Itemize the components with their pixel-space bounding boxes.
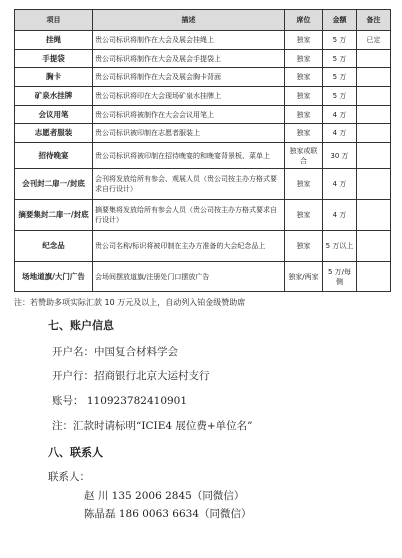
table-row <box>15 200 391 231</box>
row-description: 会场间摆放道旗/注册处门口摆放广告 <box>93 262 285 292</box>
sponsorship-table <box>14 9 391 292</box>
row-amount: 4 万 <box>323 124 357 143</box>
row-item: 挂绳 <box>15 31 93 50</box>
row-amount: 4 万 <box>323 106 357 124</box>
contact-label: 联系人： <box>48 471 90 483</box>
row-description: 贵公司标识被印制在志愿者服装上 <box>93 124 285 143</box>
header-amount: 金额 <box>323 10 357 31</box>
row-description: 贵公司标识将制作在大会及展会胸卡背面 <box>93 68 285 87</box>
row-amount: 30 万 <box>323 143 357 169</box>
table-row <box>15 87 391 106</box>
table-header-row <box>15 10 391 31</box>
table-row <box>15 262 391 292</box>
row-seat: 独家 <box>285 106 323 124</box>
row-note <box>357 143 391 169</box>
account-bank: 开户行：招商银行北京大运村支行 <box>52 370 210 382</box>
table-row <box>15 124 391 143</box>
header-item: 项目 <box>15 10 93 31</box>
header-description: 描述 <box>93 10 285 31</box>
table-row <box>15 31 391 50</box>
row-item: 会刊封二扉一/封底 <box>15 169 93 200</box>
row-seat: 独家 <box>285 50 323 68</box>
header-seat: 席位 <box>285 10 323 31</box>
row-note <box>357 87 391 106</box>
row-note <box>357 68 391 87</box>
row-seat: 独家 <box>285 87 323 106</box>
row-note <box>357 200 391 231</box>
row-note <box>357 231 391 262</box>
row-item: 摘要集封二扉一/封底 <box>15 200 93 231</box>
row-item: 矿泉水挂牌 <box>15 87 93 106</box>
row-seat: 独家 <box>285 200 323 231</box>
table-row <box>15 106 391 124</box>
row-amount: 5 万 <box>323 87 357 106</box>
row-note <box>357 50 391 68</box>
account-remark: 注：汇款时请标明“ICIE4 展位费+单位名” <box>52 420 253 432</box>
contact-heading: 八、联系人 <box>48 446 103 459</box>
header-note: 备注 <box>357 10 391 31</box>
row-amount: 5 万以上 <box>323 231 357 262</box>
row-amount: 5 万 <box>323 68 357 87</box>
contact-person: 赵 川 135 2006 2845（同微信） <box>84 490 245 502</box>
row-note <box>357 106 391 124</box>
row-seat: 独家 <box>285 31 323 50</box>
row-description: 贵公司标识将被印制在招待晚宴的和晚宴背景板、菜单上 <box>93 143 285 169</box>
row-seat: 独家 <box>285 124 323 143</box>
table-row <box>15 169 391 200</box>
row-seat: 独家或联合 <box>285 143 323 169</box>
row-item: 场地道旗/大门广告 <box>15 262 93 292</box>
row-item: 胸卡 <box>15 68 93 87</box>
row-seat: 独家 <box>285 169 323 200</box>
row-item: 手提袋 <box>15 50 93 68</box>
contact-person: 陈晶磊 186 0063 6634（同微信） <box>84 508 252 520</box>
row-seat: 独家 <box>285 231 323 262</box>
row-seat: 独家 <box>285 68 323 87</box>
row-amount: 4 万 <box>323 169 357 200</box>
sponsorship-note: 注：若赞助多项实际汇款 10 万元及以上，自动列入铂金级赞助席 <box>14 298 246 307</box>
table-row <box>15 231 391 262</box>
row-description: 摘要集将发放给所有参会人员（贵公司按主办方格式要求自行设计） <box>93 200 285 231</box>
row-description: 贵公司标识将被制作在大会会议用笔上 <box>93 106 285 124</box>
row-description: 贵公司标识将制作在大会及展会挂绳上 <box>93 31 285 50</box>
row-amount: 4 万 <box>323 200 357 231</box>
row-item: 会议用笔 <box>15 106 93 124</box>
account-heading: 七、账户信息 <box>48 319 114 332</box>
row-amount: 5 万/每侧 <box>323 262 357 292</box>
row-description: 会刊将发放给所有参会、观展人员（贵公司按主办方格式要求自行设计） <box>93 169 285 200</box>
table-row <box>15 143 391 169</box>
row-amount: 5 万 <box>323 31 357 50</box>
row-description: 贵公司标识将制作在大会及展会手提袋上 <box>93 50 285 68</box>
table-row <box>15 50 391 68</box>
table-row <box>15 68 391 87</box>
row-seat: 独家/两家 <box>285 262 323 292</box>
row-item: 志愿者服装 <box>15 124 93 143</box>
account-holder: 开户名：中国复合材料学会 <box>52 346 178 358</box>
row-note <box>357 124 391 143</box>
row-item: 招待晚宴 <box>15 143 93 169</box>
row-note: 已定 <box>357 31 391 50</box>
row-note <box>357 262 391 292</box>
row-amount: 5 万 <box>323 50 357 68</box>
row-description: 贵公司名称/标识将被印制在主办方准备的大会纪念品上 <box>93 231 285 262</box>
row-item: 纪念品 <box>15 231 93 262</box>
row-note <box>357 169 391 200</box>
row-description: 贵公司标识将印在大会现场矿泉水挂牌上 <box>93 87 285 106</box>
account-number: 账号： 110923782410901 <box>52 395 188 407</box>
